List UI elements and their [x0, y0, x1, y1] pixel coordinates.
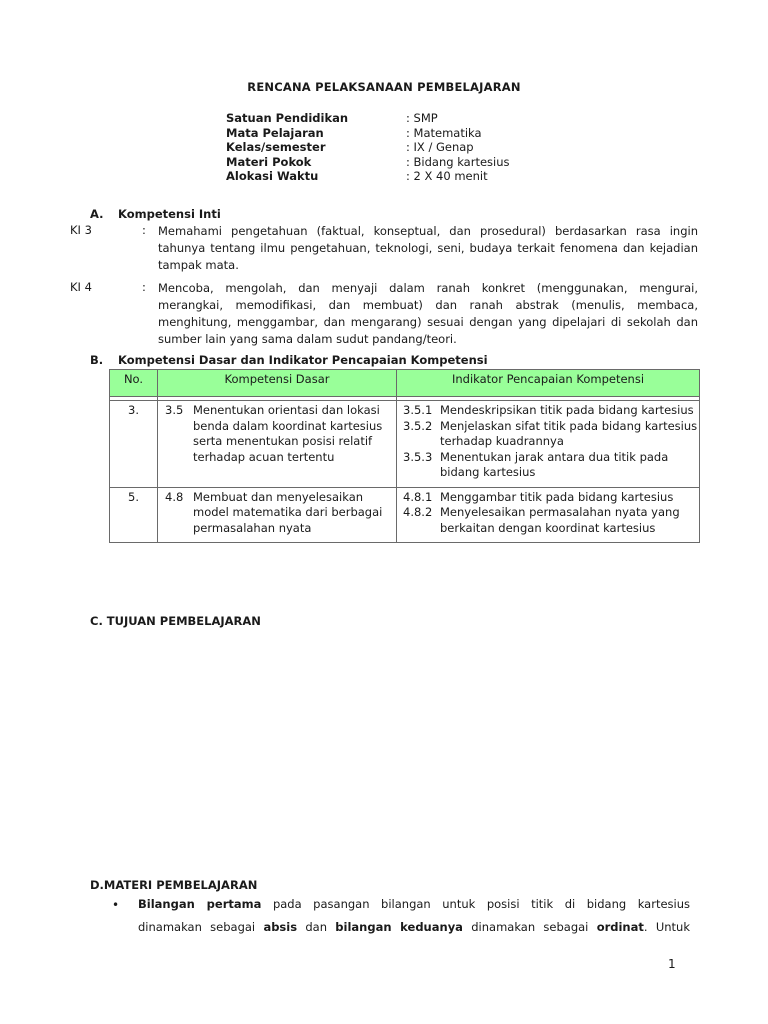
- section-b-heading: [90, 353, 488, 367]
- term-bilangan-keduanya: bilangan keduanya: [335, 920, 463, 934]
- section-title: Kompetensi Inti: [118, 207, 221, 221]
- kd-item: [159, 403, 395, 465]
- indicator-item: [398, 403, 698, 419]
- ki-4-item: [70, 280, 698, 348]
- meta-row: [226, 126, 510, 141]
- meta-label: Kelas/semester: [226, 140, 326, 154]
- indicator-item: [398, 419, 698, 450]
- ki-colon: :: [142, 223, 146, 237]
- kd-number: 3.5: [165, 403, 184, 417]
- identity-block: [226, 111, 510, 184]
- para-text: . Untuk: [643, 920, 691, 934]
- para-text: pada pasangan bilangan untuk posisi titik di bidang kartesius dinamakan sebagai: [138, 897, 691, 934]
- section-letter: A.: [90, 207, 104, 221]
- table-row: [110, 487, 700, 543]
- indicator-text: Menjelaskan sifat titik pada bidang kartesius terhadap kuadrannya: [440, 418, 698, 448]
- page-number: 1: [668, 957, 676, 971]
- indicator-item: [398, 450, 698, 481]
- kd-number: 4.8: [165, 489, 184, 504]
- term-absis: absis: [263, 920, 298, 934]
- section-letter: B.: [90, 353, 104, 367]
- bullet-icon: •: [112, 898, 120, 912]
- table-header-row: [110, 370, 700, 397]
- meta-value: : IX / Genap: [406, 140, 474, 154]
- kd-item: [159, 490, 395, 537]
- meta-label: Alokasi Waktu: [226, 169, 319, 183]
- indicator-text: Menyelesaikan permasalahan nyata yang berkaitan dengan koordinat kartesius: [440, 505, 680, 535]
- ki-colon: :: [142, 280, 146, 294]
- indicator-item: [398, 505, 698, 536]
- cell-kd: [158, 487, 397, 543]
- meta-value: : 2 X 40 menit: [406, 169, 488, 183]
- kd-text: Membuat dan menyelesaikan model matematika dari berbagai permasalahan nyata: [193, 489, 383, 535]
- cell-kd: [158, 401, 397, 488]
- header-kd: Kompetensi Dasar: [158, 370, 397, 397]
- bullet-paragraph: [138, 893, 690, 939]
- ki-text: Mencoba, mengolah, dan menyaji dalam ranah konkret (menggunakan, mengurai, merangkai, memodifikasi, dan membuat) dan ranah abstrak (menulis, membaca, menghitung, menggambar, dan mengarang) sesuai dengan yang dipelajari di sekolah dan sumber lain yang sama dalam sudut pandang/teori.: [158, 281, 698, 346]
- indicator-number: 3.5.3: [403, 449, 433, 464]
- section-title: Kompetensi Dasar dan Indikator Pencapaian Kompetensi: [118, 353, 488, 367]
- document-title: RENCANA PELAKSANAAN PEMBELAJARAN: [247, 80, 521, 94]
- cell-indicators: [397, 487, 700, 543]
- meta-value: : Bidang kartesius: [406, 154, 510, 169]
- term-ordinat: ordinat: [596, 920, 644, 934]
- section-c-heading: C. TUJUAN PEMBELAJARAN: [90, 614, 261, 628]
- meta-row: [226, 111, 510, 126]
- indicator-item: [398, 490, 698, 506]
- para-text: dan: [297, 920, 336, 934]
- para-text: dinamakan sebagai: [462, 920, 597, 934]
- ki-3-item: [70, 223, 698, 274]
- indicator-number: 3.5.1: [403, 403, 433, 417]
- indicator-text: Menentukan jarak antara dua titik pada bidang kartesius: [440, 449, 669, 479]
- header-no: No.: [110, 370, 158, 397]
- section-a-heading: [90, 207, 221, 221]
- kd-text: Menentukan orientasi dan lokasi benda dalam koordinat kartesius serta menentukan posisi relatif terhadap acuan tertentu: [193, 403, 383, 464]
- indicator-number: 3.5.2: [403, 418, 433, 433]
- meta-row: [226, 155, 510, 170]
- meta-label: Materi Pokok: [226, 154, 312, 169]
- cell-no: 5.: [110, 487, 158, 543]
- indicator-number: 4.8.1: [403, 489, 433, 504]
- meta-label: Mata Pelajaran: [226, 125, 324, 140]
- ki-label: KI 4: [70, 280, 92, 294]
- meta-label: Satuan Pendidikan: [226, 111, 349, 125]
- indicator-text: Menggambar titik pada bidang kartesius: [440, 489, 674, 504]
- meta-row: [226, 169, 510, 184]
- meta-value: : SMP: [406, 111, 438, 125]
- ki-text: Memahami pengetahuan (faktual, konseptual, dan prosedural) berdasarkan rasa ingin tahunya tentang ilmu pengetahuan, teknologi, seni, budaya terkait fenomena dan kejadian tampak mata.: [158, 224, 698, 272]
- header-indicator: Indikator Pencapaian Kompetensi: [397, 370, 700, 397]
- indicator-text: Mendeskripsikan titik pada bidang kartesius: [440, 403, 694, 417]
- cell-indicators: [397, 401, 700, 488]
- ki-label: KI 3: [70, 223, 92, 237]
- meta-row: [226, 140, 510, 155]
- table-row: [110, 401, 700, 488]
- competency-table: [109, 369, 700, 543]
- cell-no: 3.: [110, 401, 158, 488]
- meta-value: : Matematika: [406, 125, 482, 140]
- term-bilangan-pertama: Bilangan pertama: [138, 897, 262, 911]
- section-d-heading: D.MATERI PEMBELAJARAN: [90, 878, 258, 892]
- indicator-number: 4.8.2: [403, 505, 433, 519]
